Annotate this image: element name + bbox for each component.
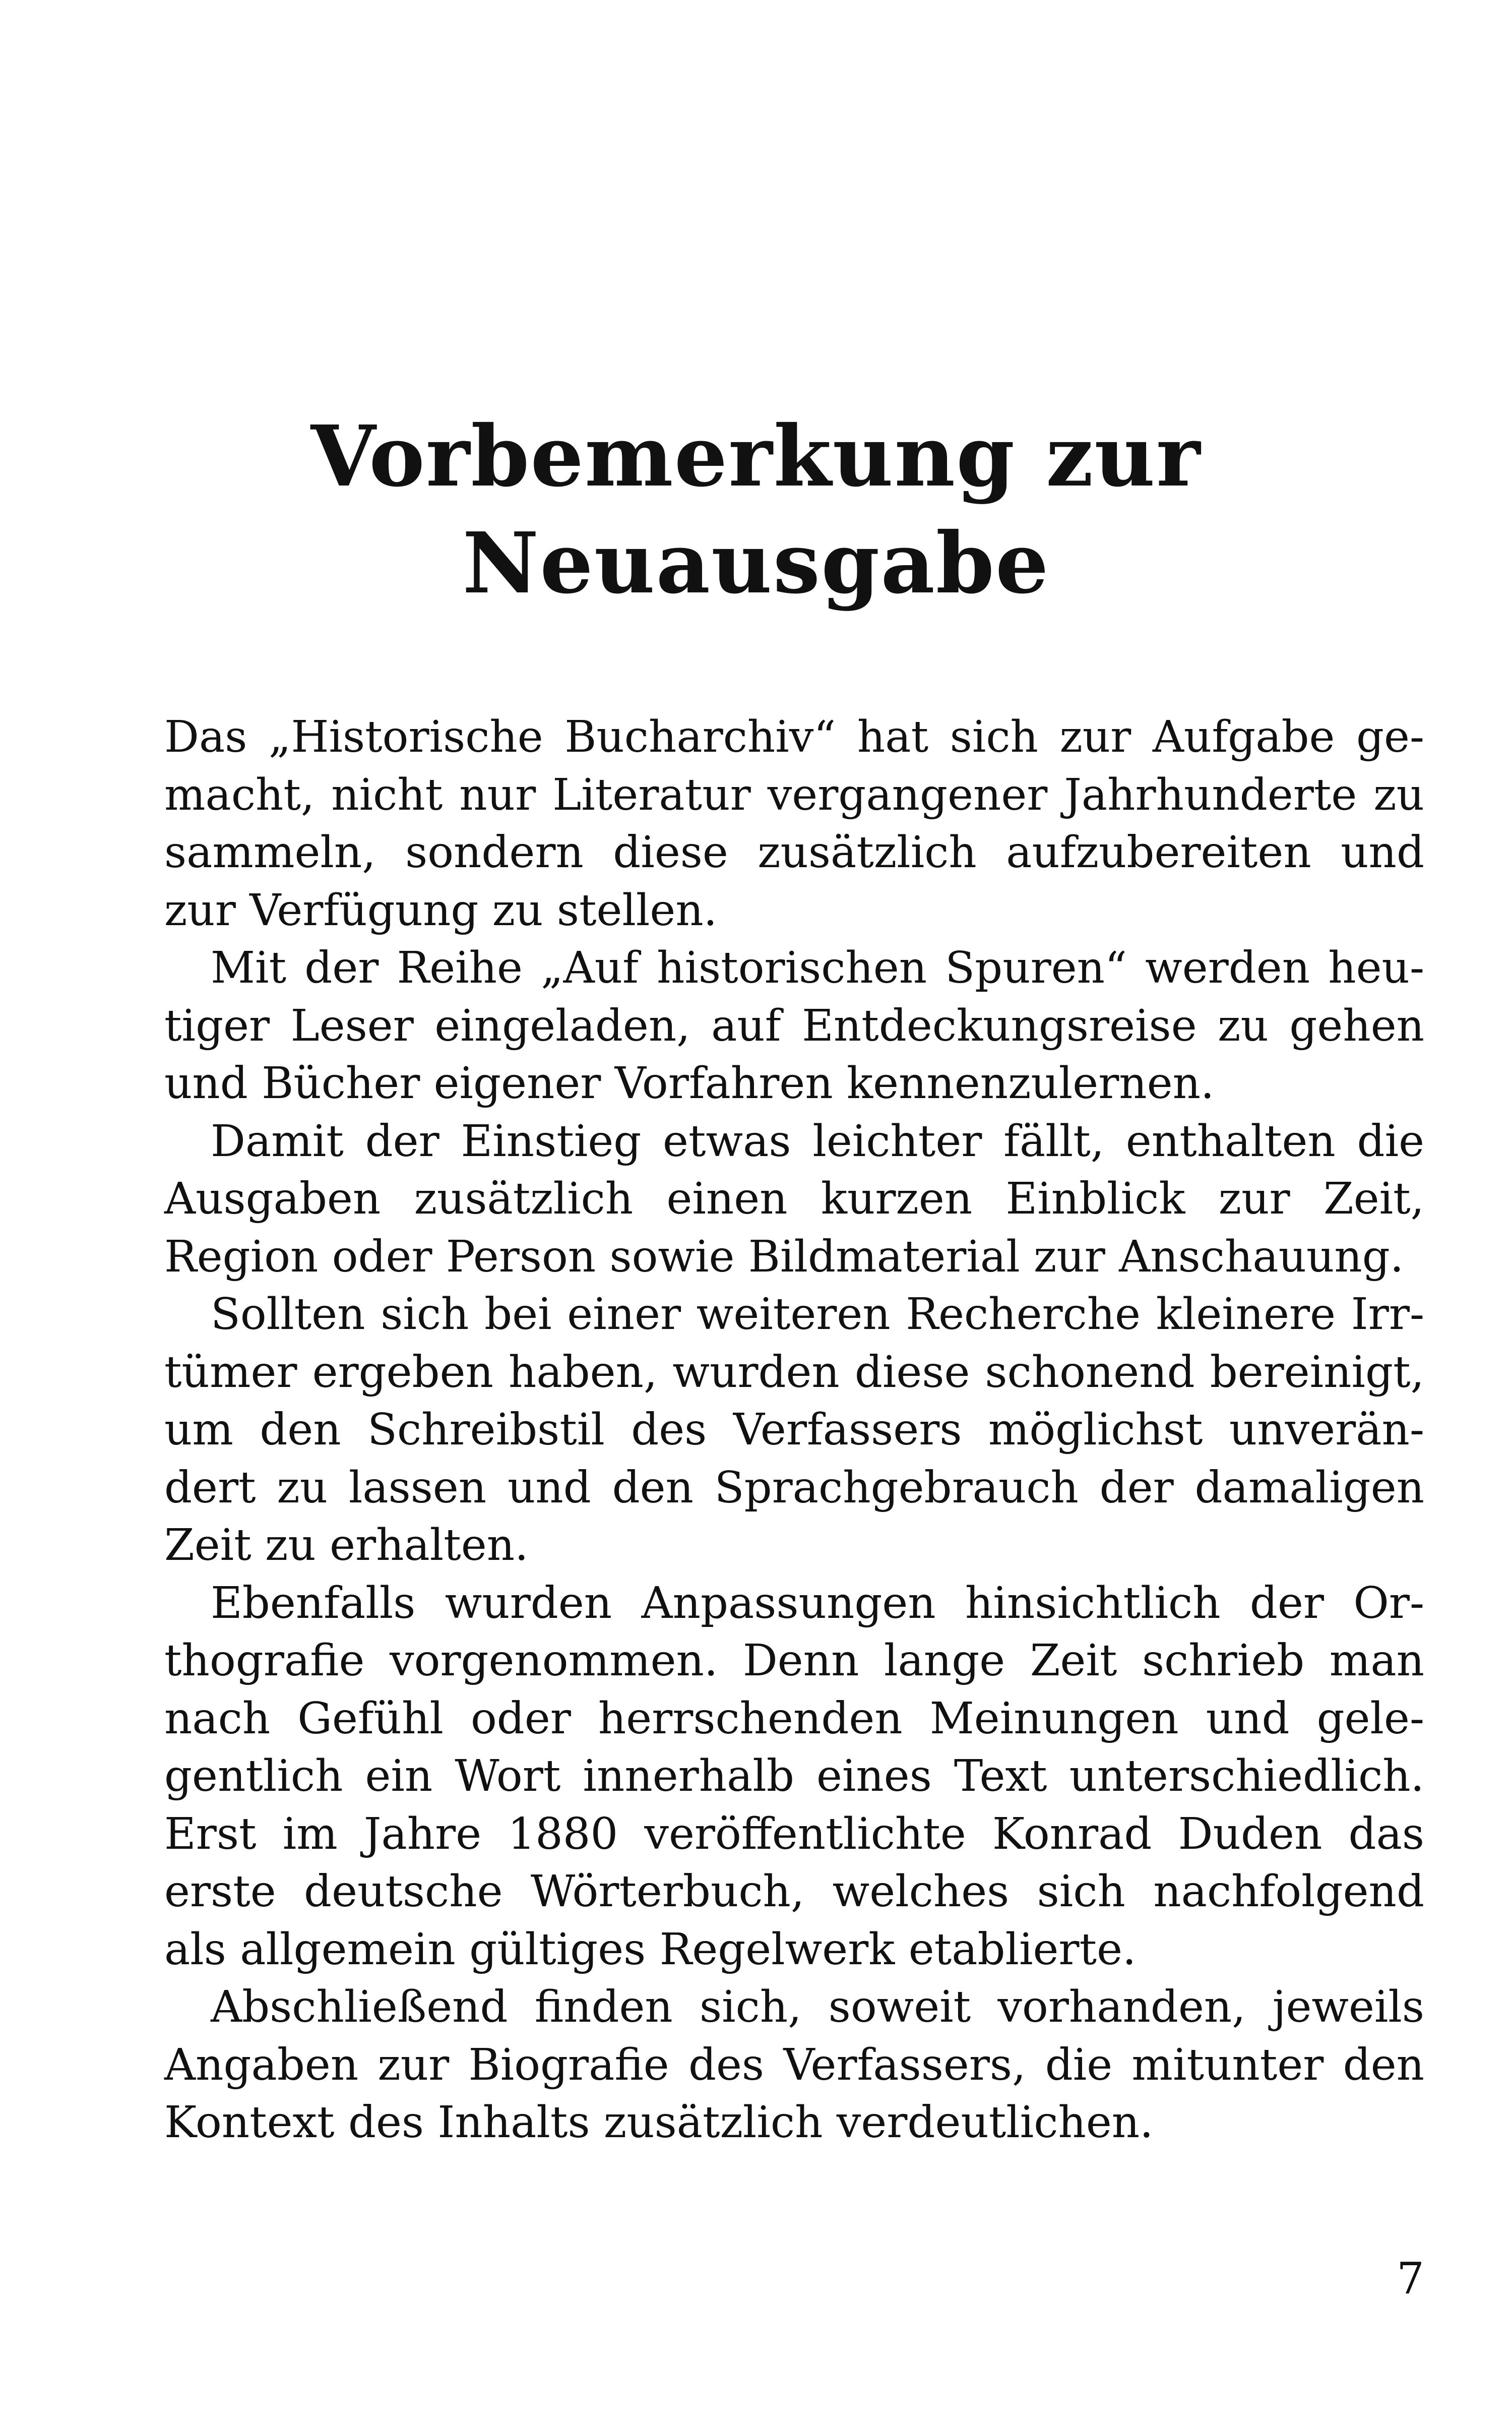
paragraph-3: Damit der Einstieg etwas leichter fällt, enthalten die Ausgaben zusätzlich einen kurzen Einblick zur Zeit, Region oder Person sowie Bildmaterial zur Anschauung.: [164, 1116, 1424, 1282]
page-number: 7: [1397, 2254, 1424, 2304]
paragraph-4: Sollten sich bei einer weiteren Recherche kleinere Irrtümer ergeben haben, wurden diese schonend bereinigt, um den Schreibstil des Verfassers möglichst unverändert zu lassen und den Sprachgebrauch der damaligen Zeit zu erhalten.: [164, 1289, 1424, 1570]
paragraph-2: Mit der Reihe „Auf historischen Spuren“ werden heutiger Leser eingeladen, auf Entdeckungsreise zu gehen und Bücher eigener Vorfahren kennenzulernen.: [164, 943, 1424, 1109]
body-text: [164, 708, 1424, 2152]
paragraph-6: Abschließend finden sich, soweit vorhanden, jeweils Angaben zur Biografie des Verfassers, die mitunter den Kontext des Inhalts zusätzlich verdeutlichen.: [164, 1982, 1424, 2148]
page-title: [0, 403, 1512, 617]
paragraph-1: Das „Historische Bucharchiv“ hat sich zur Aufgabe gemacht, nicht nur Literatur vergangener Jahrhunderte zu sammeln, sondern diese zusätzlich aufzubereiten und zur Verfügung zu stellen.: [164, 712, 1424, 936]
page-title-line-1: Vorbemerkung zur: [310, 407, 1202, 506]
page-title-line-2: Neuausgabe: [462, 514, 1050, 613]
paragraph-5: Ebenfalls wurden Anpassungen hinsichtlich der Orthografie vorgenommen. Denn lange Zeit schrieb man nach Gefühl oder herrschenden Meinungen und gelegentlich ein Wort innerhalb eines Text unterschiedlich. Erst im Jahre 1880 veröffentlichte Konrad Duden das erste deutsche Wörterbuch, welches sich nachfolgend als allgemein gültiges Regelwerk etablierte.: [164, 1578, 1424, 1975]
